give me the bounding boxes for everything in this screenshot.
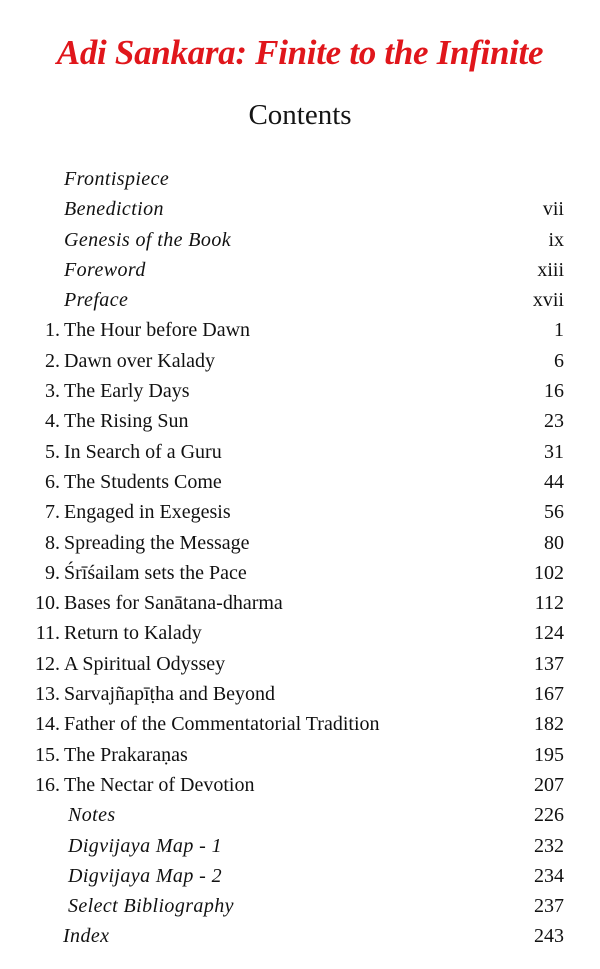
- toc-entry-title: Śrīśailam sets the Pace: [64, 561, 247, 584]
- toc-entry-title: Index: [63, 925, 110, 948]
- toc-entry-page: 102: [534, 561, 564, 584]
- toc-entry-page: 6: [554, 349, 564, 372]
- toc-entry-title: Frontispiece: [64, 168, 170, 190]
- toc-entry-number: 12.: [35, 652, 60, 675]
- toc-entry-number: 3.: [45, 380, 60, 403]
- toc-entry-page: 1: [554, 319, 564, 342]
- toc-entry: [0, 709, 600, 739]
- toc-entry-title: Spreading the Message: [64, 531, 250, 554]
- toc-entry: [0, 437, 600, 467]
- toc-entry-number: 14.: [35, 713, 60, 736]
- toc-entry: [0, 618, 600, 648]
- toc-entry: [0, 891, 600, 921]
- toc-entry: [0, 285, 600, 315]
- toc-entry-title: Foreword: [64, 258, 146, 281]
- toc-entry-number: 8.: [45, 531, 60, 554]
- toc-entry-page: 243: [534, 925, 564, 948]
- toc-entry-number: 4.: [45, 410, 60, 433]
- toc-entry-title: Digvijaya Map - 1: [68, 834, 222, 857]
- toc-entry: [0, 558, 600, 588]
- toc-entry-page: 124: [534, 622, 564, 645]
- toc-entry-title: A Spiritual Odyssey: [64, 652, 226, 675]
- toc-entry-page: 167: [534, 683, 564, 706]
- toc-entry-page: 80: [544, 531, 564, 554]
- toc-entry-page: 237: [534, 895, 564, 918]
- toc-entry-page: xvii: [532, 289, 564, 312]
- toc-entry-number: 15.: [35, 743, 60, 766]
- toc-entry: [0, 164, 600, 194]
- toc-entry-page: 137: [534, 652, 564, 675]
- toc-entry-title: The Rising Sun: [64, 410, 189, 433]
- toc-entry: [0, 528, 600, 558]
- toc-entry-title: Return to Kalady: [64, 622, 202, 645]
- toc-entry-title: Genesis of the Book: [64, 228, 232, 251]
- toc-entry: [0, 467, 600, 497]
- toc-entry-page: 23: [544, 410, 564, 433]
- toc-entry-number: 1.: [45, 319, 60, 342]
- toc-entry: [0, 800, 600, 830]
- toc-entry: [0, 740, 600, 770]
- toc-entry-number: 10.: [35, 592, 60, 615]
- toc-entry: [0, 861, 600, 891]
- toc-entry-title: Bases for Sanātana-dharma: [64, 592, 283, 615]
- toc-entry-page: ix: [548, 228, 564, 251]
- toc-entry: [0, 194, 600, 224]
- toc-entry-number: 16.: [35, 773, 60, 796]
- toc-entry-title: Dawn over Kalady: [64, 349, 216, 372]
- toc-entry-page: 112: [534, 592, 564, 615]
- toc-entry-title: Digvijaya Map - 2: [68, 864, 222, 887]
- toc-entry-title: Preface: [64, 289, 129, 312]
- toc-entry-number: 6.: [45, 470, 60, 493]
- toc-entry-page: 56: [544, 501, 564, 524]
- toc-entry-number: 5.: [45, 440, 60, 463]
- toc-entry: [0, 376, 600, 406]
- toc-entry-page: 226: [534, 804, 564, 827]
- toc-entry: [0, 831, 600, 861]
- toc-entry-title: The Students Come: [64, 470, 222, 493]
- toc-entry: [0, 497, 600, 527]
- toc-entry-page: 182: [534, 713, 564, 736]
- toc-entry-page: 195: [534, 743, 564, 766]
- toc-entry-title: Notes: [68, 804, 116, 827]
- toc-entry: [0, 921, 600, 951]
- toc-entry: [0, 679, 600, 709]
- toc-entry-page: xiii: [537, 258, 564, 281]
- toc-entry-number: 7.: [45, 501, 60, 524]
- toc-entry-title: Select Bibliography: [68, 895, 234, 918]
- toc-entry-title: Benediction: [64, 198, 164, 221]
- toc-entry-title: The Early Days: [64, 380, 190, 403]
- toc-entry: [0, 588, 600, 618]
- toc-entry-page: 232: [534, 834, 564, 857]
- book-title: Adi Sankara: Finite to the Infinite: [56, 33, 544, 72]
- toc-entry-page: 31: [544, 440, 564, 463]
- toc-entry-page: 16: [544, 380, 564, 403]
- toc-entry: [0, 315, 600, 345]
- toc-entry-page: 234: [534, 864, 564, 887]
- toc-entry: [0, 346, 600, 376]
- toc-entry: [0, 255, 600, 285]
- toc-entry-number: 2.: [45, 349, 60, 372]
- toc-entry-page: 207: [534, 773, 564, 796]
- toc-entry-number: 13.: [35, 683, 60, 706]
- toc-entry-title: Engaged in Exegesis: [64, 501, 231, 524]
- toc-entry-title: In Search of a Guru: [64, 440, 222, 463]
- toc-entry-title: The Hour before Dawn: [64, 319, 251, 342]
- toc-entry-title: Father of the Commentatorial Tradition: [64, 713, 380, 736]
- toc-entry-title: The Prakaraṇas: [64, 743, 188, 766]
- toc-entry: [0, 649, 600, 679]
- toc-entry-title: Sarvajñapīṭha and Beyond: [64, 683, 276, 706]
- toc-entry-title: The Nectar of Devotion: [64, 773, 255, 796]
- toc-entry-page: vii: [542, 198, 564, 221]
- toc-entry-number: 9.: [45, 561, 60, 584]
- toc-entry-number: 11.: [35, 622, 60, 645]
- toc-entry: [0, 225, 600, 255]
- table-of-contents: [0, 164, 600, 952]
- toc-entry: [0, 406, 600, 436]
- toc-entry: [0, 770, 600, 800]
- contents-heading: Contents: [248, 99, 352, 131]
- toc-entry-page: 44: [544, 470, 564, 493]
